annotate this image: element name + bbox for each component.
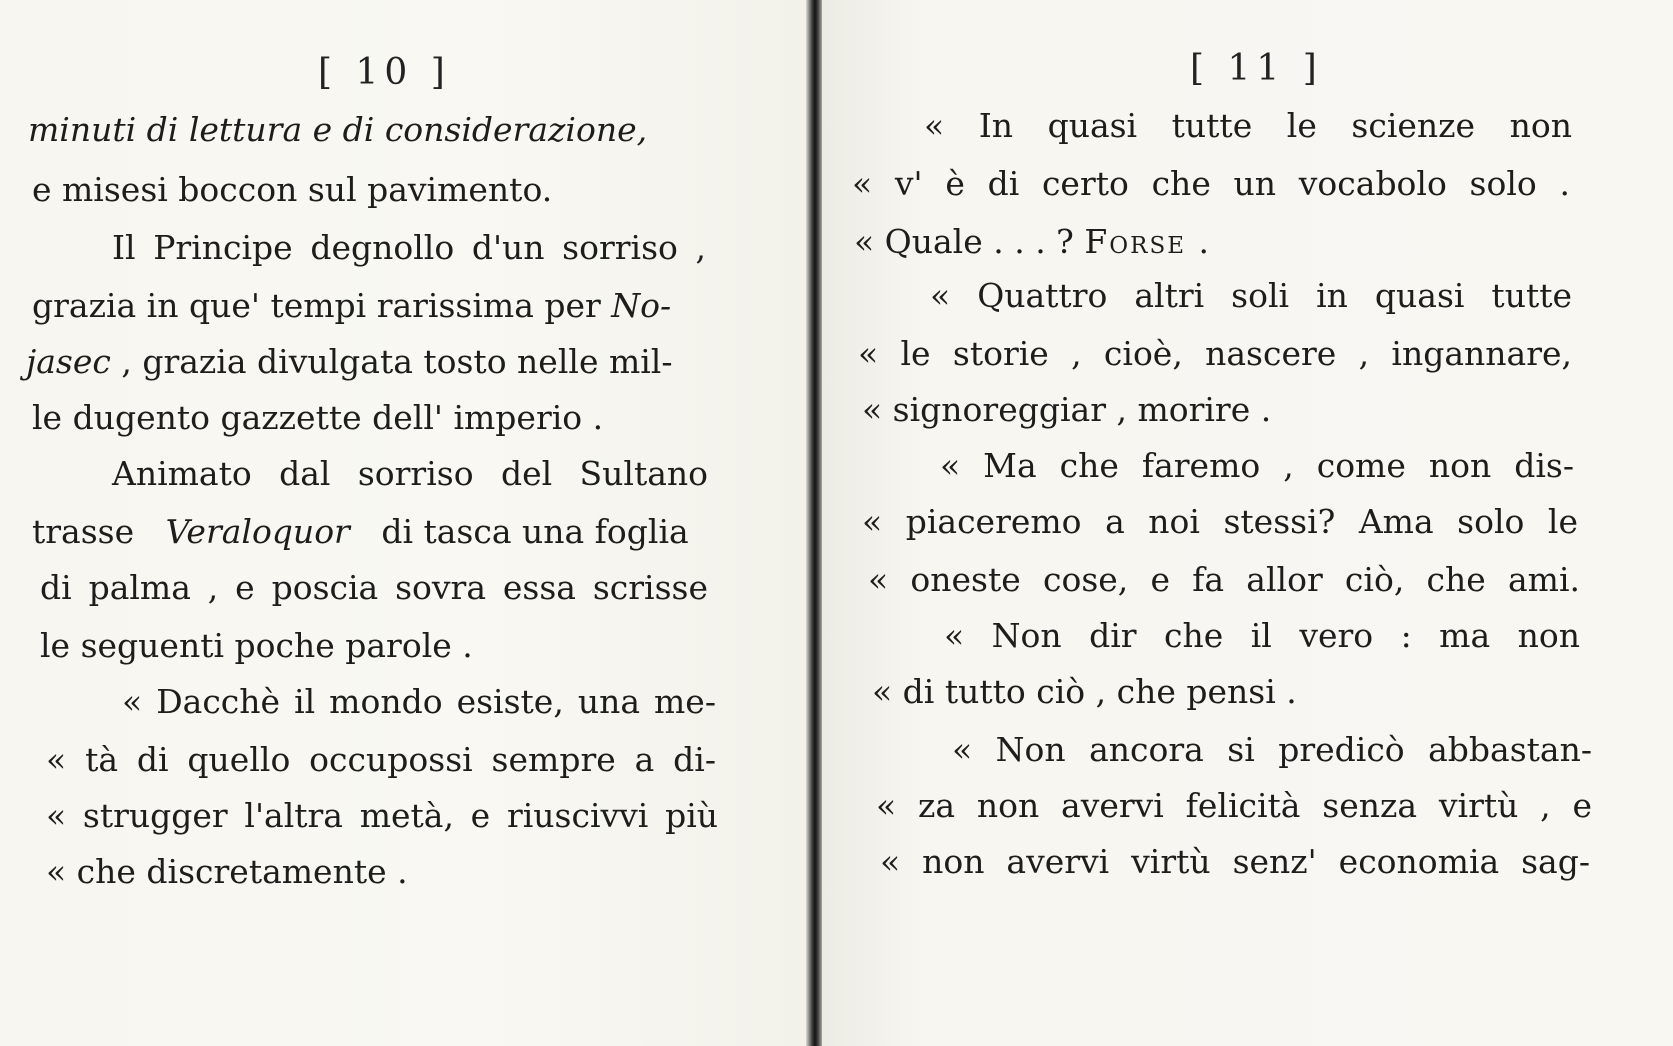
line-text: « Quale . . . ? bbox=[854, 222, 1074, 261]
left-line-3: Il Principe degnollo d'un sorriso , bbox=[112, 228, 706, 267]
left-line-7: Animato dal sorriso del Sultano bbox=[112, 454, 708, 493]
left-line-4 bbox=[32, 286, 708, 326]
right-line-9: « oneste cose, e fa allor ciò, che ami. bbox=[868, 560, 1580, 599]
right-line-13: « za non avervi felicità senza virtù , e bbox=[876, 786, 1592, 825]
right-line-2: « v' è di certo che un vocabolo solo . bbox=[852, 164, 1570, 203]
italic-name: No- bbox=[611, 286, 672, 325]
page-number-11: [ 11 ] bbox=[1190, 48, 1323, 89]
left-line-9: di palma , e poscia sovra essa scrisse bbox=[40, 568, 708, 607]
right-line-11: « di tutto ciò , che pensi . bbox=[872, 672, 1297, 711]
left-line-14: « che discretamente . bbox=[46, 852, 408, 891]
italic-text: minuti di lettura e di considerazione, bbox=[28, 110, 648, 149]
left-line-11: « Dacchè il mondo esiste, una me- bbox=[122, 682, 716, 721]
right-line-12: « Non ancora si predicò abbastan- bbox=[952, 730, 1592, 769]
right-line-4: « Quattro altri soli in quasi tutte bbox=[930, 276, 1572, 315]
right-line-14: « non avervi virtù senz' economia sag- bbox=[880, 842, 1590, 881]
left-line-10: le seguenti poche parole . bbox=[40, 626, 473, 665]
italic-name: jasec bbox=[26, 342, 111, 381]
left-line-12: « tà di quello occupossi sempre a di- bbox=[46, 740, 716, 779]
small-caps-word: Forse . bbox=[1084, 222, 1211, 261]
line-text: trasse bbox=[32, 512, 135, 551]
right-line-5: « le storie , cioè, nascere , ingannare, bbox=[858, 334, 1572, 373]
left-line-5 bbox=[26, 342, 708, 382]
right-line-10: « Non dir che il vero : ma non bbox=[944, 616, 1580, 655]
line-text: , grazia divulgata tosto nelle mil- bbox=[121, 342, 673, 381]
left-page bbox=[0, 0, 812, 1046]
right-line-8: « piaceremo a noi stessi? Ama solo le bbox=[862, 502, 1578, 541]
right-page bbox=[822, 0, 1673, 1046]
right-line-7: « Ma che faremo , come non dis- bbox=[940, 446, 1574, 485]
right-line-1: « In quasi tutte le scienze non bbox=[924, 106, 1572, 145]
right-line-3 bbox=[854, 222, 1211, 262]
left-line-2: e misesi boccon sul pavimento. bbox=[32, 170, 553, 209]
left-line-1 bbox=[28, 110, 708, 150]
line-text: grazia in que' tempi rarissima per bbox=[32, 286, 601, 325]
left-line-13: « strugger l'altra metà, e riuscivvi più bbox=[46, 796, 718, 835]
left-line-6: le dugento gazzette dell' imperio . bbox=[32, 398, 604, 437]
page-number-10: [ 10 ] bbox=[318, 52, 451, 93]
italic-name: Veraloquor bbox=[165, 512, 350, 551]
right-line-6: « signoreggiar , morire . bbox=[862, 390, 1272, 429]
left-line-8 bbox=[32, 512, 708, 552]
line-text: di tasca una foglia bbox=[381, 512, 689, 551]
